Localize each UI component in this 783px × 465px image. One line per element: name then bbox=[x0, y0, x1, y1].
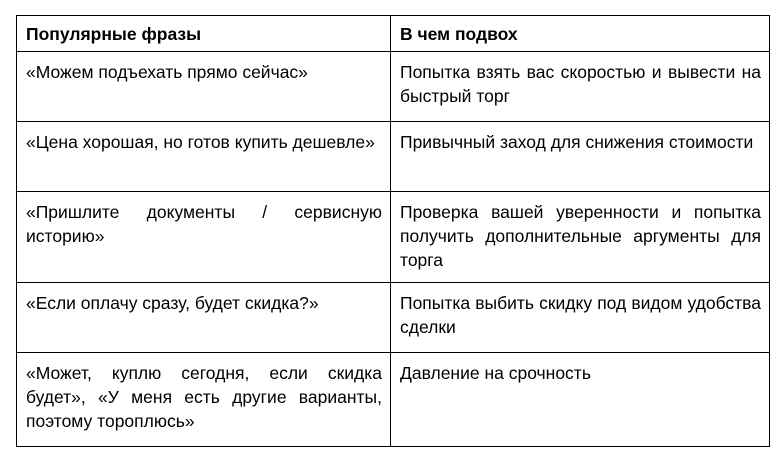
phrase-cell: «Может, куплю сегодня, если скидка будет», «У меня есть другие варианты, поэтому тороплюсь» bbox=[17, 353, 391, 447]
phrases-table bbox=[16, 15, 770, 447]
catch-cell: Проверка вашей уверенности и попытка получить дополнительные аргументы для торга bbox=[391, 192, 770, 283]
table-row bbox=[17, 122, 770, 192]
header-the-catch: В чем подвох bbox=[391, 16, 770, 52]
phrase-cell: «Цена хорошая, но готов купить дешевле» bbox=[17, 122, 391, 192]
catch-cell: Попытка выбить скидку под видом удобства сделки bbox=[391, 283, 770, 353]
header-popular-phrases: Популярные фразы bbox=[17, 16, 391, 52]
phrase-cell: «Если оплачу сразу, будет скидка?» bbox=[17, 283, 391, 353]
catch-cell: Давление на срочность bbox=[391, 353, 770, 447]
table-header-row bbox=[17, 16, 770, 52]
table-row bbox=[17, 52, 770, 122]
phrase-cell: «Пришлите документы / сервисную историю» bbox=[17, 192, 391, 283]
table-row bbox=[17, 353, 770, 447]
phrase-cell: «Можем подъехать прямо сейчас» bbox=[17, 52, 391, 122]
phrases-table-container bbox=[16, 15, 770, 447]
catch-cell: Попытка взять вас скоростью и вывести на быстрый торг bbox=[391, 52, 770, 122]
catch-cell: Привычный заход для снижения стоимости bbox=[391, 122, 770, 192]
table-row bbox=[17, 192, 770, 283]
table-row bbox=[17, 283, 770, 353]
